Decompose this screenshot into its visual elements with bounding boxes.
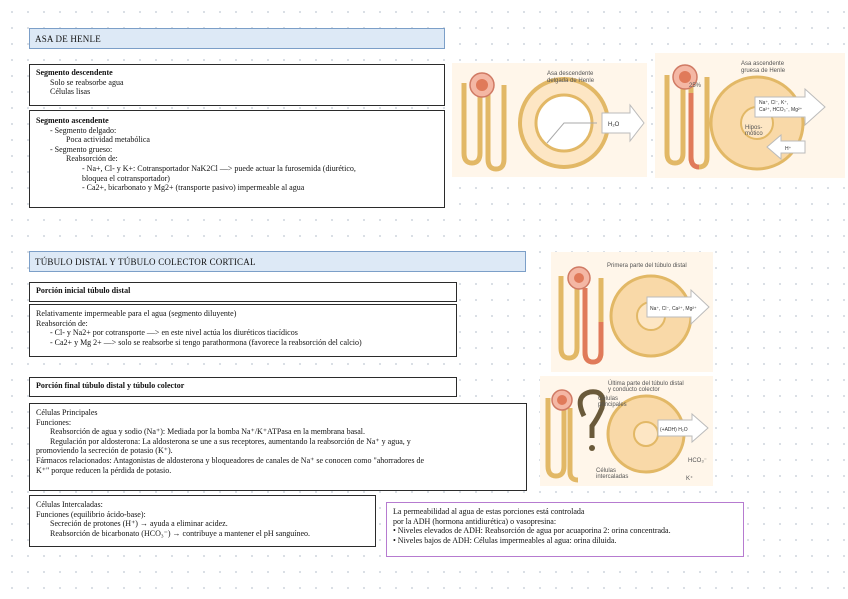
- intercalated-line-1: Células Intercaladas:: [36, 500, 103, 509]
- descending-line-2: Células lisas: [50, 87, 91, 97]
- descending-segment-box: [29, 64, 445, 106]
- initial-line-2: Reabsorción de:: [36, 318, 88, 328]
- principal-line-4: Regulación por aldosterona: La aldosterona se une a sus receptores, aumentando la reabsorción de Na⁺ y agua, y: [50, 436, 411, 446]
- ascending-line-1: - Segmento delgado:: [50, 125, 117, 135]
- adh-line-4: • Niveles bajos de ADH: Células impermeables al agua: orina diluida.: [393, 535, 617, 545]
- descending-title: Segmento descendente: [36, 68, 113, 77]
- hypo-label-2: mótico: [745, 131, 763, 137]
- distal-ions-label: Na⁺, Cl⁻, Ca²⁺, Mg²⁺: [650, 306, 697, 312]
- intercalated-line-4: Reabsorción de bicarbonato (HCO₃⁻) → contribuye a mantener el pH sanguíneo.: [50, 528, 311, 538]
- principal-line-7: K⁺" porque reducen la pérdida de potasio.: [36, 465, 172, 475]
- adh-water-label: (+ADH) H₂O: [660, 427, 688, 433]
- principal-cells-label-2: principales: [598, 402, 627, 408]
- intercalated-cells-label-1: Células: [596, 468, 617, 474]
- descending-limb-figure: [452, 63, 647, 177]
- figure4-label-1: Última parte del túbulo distal: [608, 381, 684, 387]
- final-portion-title: Porción final túbulo distal y túbulo colector: [36, 381, 185, 390]
- adh-line-3: • Niveles elevados de ADH: Reabsorción de agua por acuaporina 2: orina concentrada.: [393, 526, 671, 536]
- principal-line-1: Células Principales: [36, 408, 98, 417]
- ascending-line-5: - Na+, Cl- y K+: Cotransportador NaK2Cl —> puede actuar la furosemida (diurético,: [82, 163, 356, 173]
- intercalated-cells-label-2: intercaladas: [596, 474, 629, 480]
- percent-label: 25%: [689, 83, 702, 89]
- ascending-line-3: - Segmento grueso:: [50, 144, 113, 154]
- initial-portion-title-box: [29, 282, 457, 302]
- intercalated-line-3: Secreción de protones (H⁺) → ayuda a eliminar acidez.: [50, 519, 228, 529]
- hydrogen-label: H⁺: [785, 146, 792, 152]
- principal-cells-box: [29, 403, 527, 491]
- initial-line-3: - Cl- y Na2+ por cotransporte —> en este nivel actúa los diuréticos tiacídicos: [50, 328, 298, 338]
- ions-label-2: Ca²⁺, HCO₃⁻, Mg²⁺: [759, 107, 803, 113]
- ascending-line-7: - Ca2+, bicarbonato y Mg2+ (transporte pasivo) impermeable al agua: [82, 183, 305, 193]
- principal-line-2: Funciones:: [36, 417, 72, 427]
- ascending-line-6: bloquea el cotransportador): [82, 173, 170, 183]
- thick-ascending-limb-figure: [655, 53, 845, 178]
- ascending-segment-box: [29, 110, 445, 208]
- first-distal-tubule-figure: [551, 252, 713, 372]
- principal-line-6: Fármacos relacionados: Antagonistas de aldosterona y bloqueadores de canales de Na⁺ se conocen como "ahorradores de: [36, 455, 425, 465]
- final-portion-title-box: [29, 377, 457, 397]
- adh-note-box: [386, 502, 744, 557]
- principal-line-3: Reabsorción de agua y sodio (Na⁺): Mediada por la bomba Na⁺/K⁺ATPasa en la membrana basal.: [50, 427, 366, 437]
- figure1-label-1: Asa descendente: [547, 71, 594, 77]
- figure3-label: Primera parte del túbulo distal: [607, 263, 687, 269]
- descending-line-1: Solo se reabsorbe agua: [50, 77, 124, 87]
- collecting-duct-figure: [540, 376, 713, 486]
- water-label: H₂O: [608, 122, 620, 128]
- ions-label-1: Na⁺, Cl⁻, K⁺,: [759, 100, 789, 106]
- figure2-label-1: Asa ascendente: [741, 61, 785, 67]
- figure1-label-2: delgada de Henle: [547, 78, 595, 84]
- initial-portion-title: Porción inicial túbulo distal: [36, 286, 131, 295]
- intercalated-cells-box: [29, 495, 376, 547]
- bicarbonate-label: HCO₃⁻: [688, 458, 707, 464]
- ascending-title: Segmento ascendente: [36, 116, 109, 125]
- intercalated-line-2: Funciones (equilibrio ácido-base):: [36, 509, 146, 519]
- adh-line-2: por la ADH (hormona antidiurética) o vasopresina:: [393, 516, 557, 526]
- section-header-tubulo-distal: TÚBULO DISTAL Y TÚBULO COLECTOR CORTICAL: [29, 251, 526, 272]
- hypo-label-1: Hipos-: [745, 125, 763, 131]
- figure2-label-2: gruesa de Henle: [741, 68, 786, 74]
- ascending-line-4: Reabsorción de:: [66, 154, 118, 164]
- initial-portion-box: [29, 304, 457, 357]
- principal-line-5: promoviendo la secreción de potasio (K⁺).: [36, 446, 173, 456]
- initial-line-1: Relativamente impermeable para el agua (segmento diluyente): [36, 309, 237, 318]
- initial-line-4: - Ca2+ y Mg 2+ —> solo se reabsorbe si tengo parathormona (favorece la reabsorción del calcio): [50, 337, 362, 347]
- adh-line-1: La permeabilidad al agua de estas porciones está controlada: [393, 507, 585, 516]
- ascending-line-2: Poca actividad metabólica: [66, 135, 150, 145]
- potassium-label: K⁺: [686, 476, 694, 482]
- section-header-asa-de-henle: ASA DE HENLE: [29, 28, 445, 49]
- figure4-label-2: y conducto colector: [608, 387, 660, 393]
- principal-cells-label-1: Células: [598, 396, 619, 402]
